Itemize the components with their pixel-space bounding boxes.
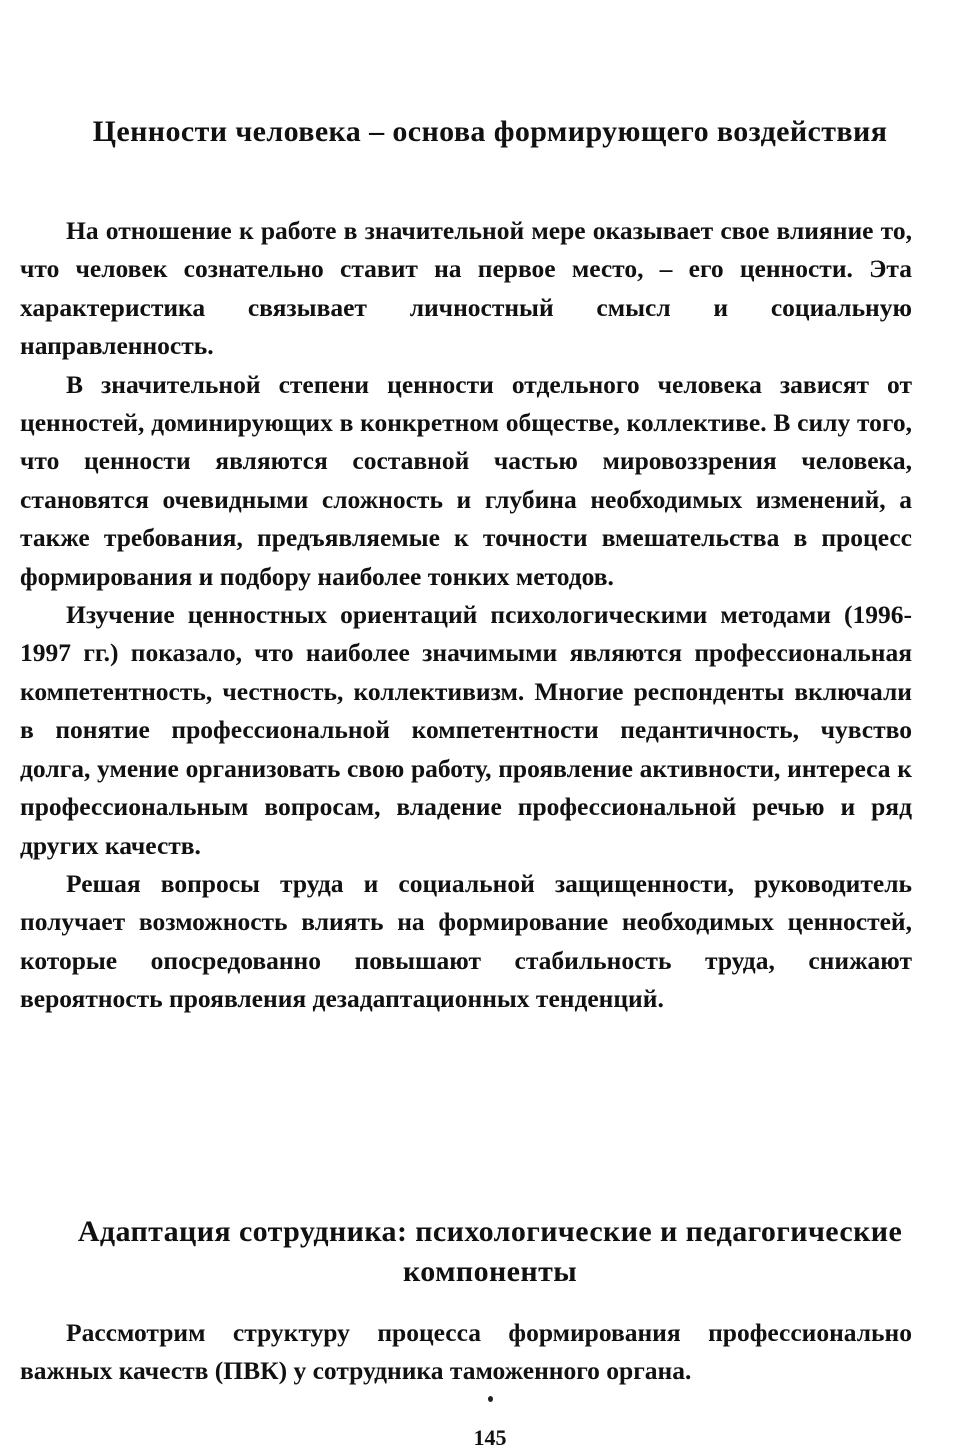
page-number: 145 xyxy=(473,1425,507,1450)
section-heading-values: Ценности человека – основа формирующего воздействия xyxy=(92,115,888,148)
section-body-values xyxy=(20,212,912,1019)
paragraph: Рассмотрим структуру процесса формирования профессионально важных качеств (ПВК) у сотрудника таможенного органа. xyxy=(20,1318,912,1386)
paragraph: В значительной степени ценности отдельного человека зависят от ценностей, доминирующих в конкретном обществе, коллективе. В силу того, что ценности являются составной частью мировоззрения человека, становятся очевидными сложность и глубина необходимых изменений, а также требования, предъявляемые к точности вмешательства в процесс формирования и подбору наиболее тонких методов. xyxy=(20,369,912,591)
section-heading-adaptation: Адаптация сотрудника: психологические и педагогические компоненты xyxy=(77,1215,903,1288)
paragraph: На отношение к работе в значительной мере оказывает свое влияние то, что человек сознательно ставит на первое место, – его ценности. Эта характеристика связывает личностный смысл и социальную направленность. xyxy=(20,216,912,361)
paragraph: Решая вопросы труда и социальной защищенности, руководитель получает возможность влиять на формирование необходимых ценностей, которые опосредованно повышают стабильность труда, снижают вероятность проявления дезадаптационных тенденций. xyxy=(20,868,912,1014)
paragraph: Изучение ценностных ориентаций психологическими методами (1996-1997 гг.) показало, что наиболее значимыми являются профессиональная компетентность, честность, коллективизм. Многие респонденты включали в понятие профессиональной компетентности педантичность, чувство долга, умение организовать свою работу, проявление активности, интереса к профессиональным вопросам, владение профессиональной речью и ряд других качеств. xyxy=(20,600,912,860)
section-body-adaptation xyxy=(20,1314,912,1391)
print-speck xyxy=(488,1396,493,1402)
